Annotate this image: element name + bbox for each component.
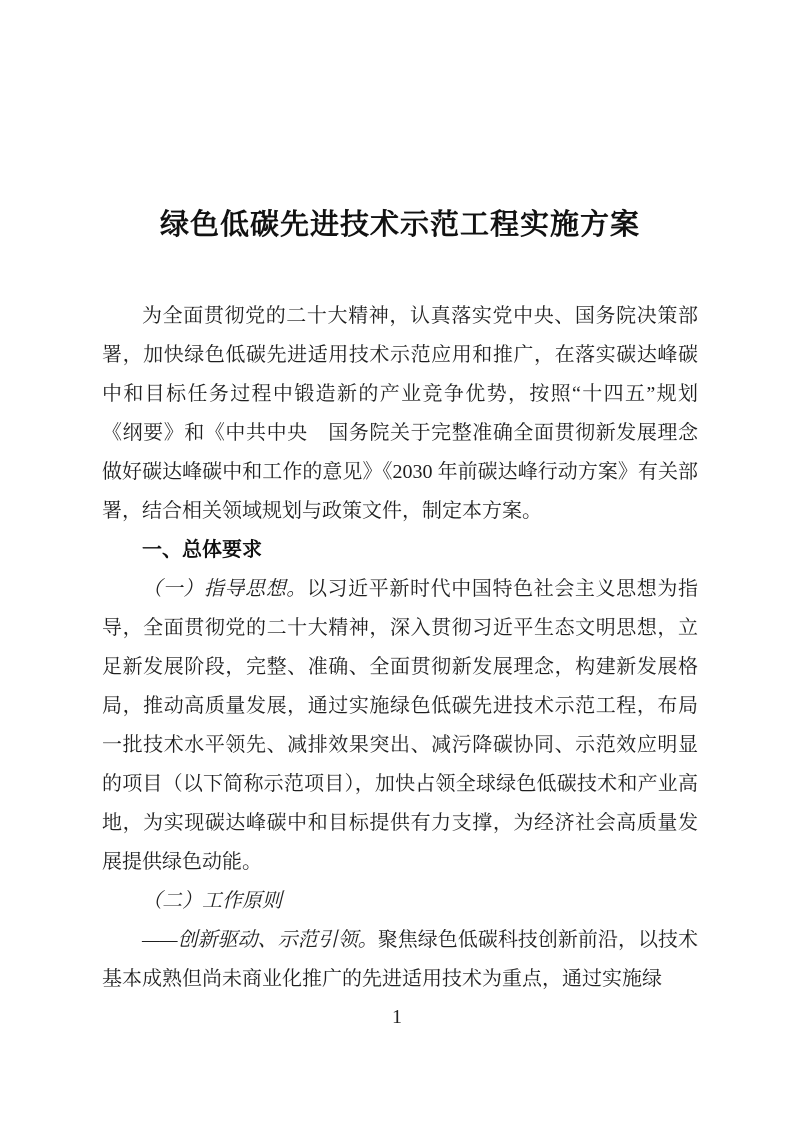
paragraph-guiding-ideology [102, 570, 698, 882]
page-number: 1 [392, 1006, 402, 1028]
paragraph-intro: 为全面贯彻党的二十大精神，认真落实党中央、国务院决策部署，加快绿色低碳先进适用技术示范应用和推广，在落实碳达峰碳中和目标任务过程中锻造新的产业竞争优势，按照“十四五”规划《纲要》和《中共中央 国务院关于完整准确全面贯彻新发展理念做好碳达峰碳中和工作的意见》《2030 年前碳达峰行动方案》有关部署，结合相关领域规划与政策文件，制定本方案。 [102, 305, 698, 522]
document-content [102, 205, 698, 999]
paragraph-body-guiding-ideology: 以习近平新时代中国特色社会主义思想为指导，全面贯彻党的二十大精神，深入贯彻习近平生态文明思想，立足新发展阶段，完整、准确、全面贯彻新发展理念，构建新发展格局，推动高质量发展，通过实施绿色低碳先进技术示范工程，布局一批技术水平领先、减排效果突出、减污降碳协同、示范效应明显的项目（以下简称示范项目），加快占领全球绿色低碳技术和产业高地，为实现碳达峰碳中和目标提供有力支撑，为经济社会高质量发展提供绿色动能。 [102, 578, 699, 873]
paragraph-lead-innovation-driven: ——创新驱动、示范引领。 [142, 929, 378, 951]
section-heading-overall-requirements: 一、总体要求 [142, 539, 262, 561]
paragraph-innovation-driven [102, 921, 698, 999]
subsection-heading-work-principles: （二）工作原则 [142, 890, 282, 912]
paragraph-body-innovation-driven: 聚焦绿色低碳科技创新前沿，以技术基本成熟但尚未商业化推广的先进适用技术为重点，通过实施绿 [102, 929, 698, 990]
document-title: 绿色低碳先进技术示范工程实施方案 [159, 209, 640, 241]
paragraph-lead-guiding-ideology: （一）指导思想。 [142, 578, 307, 600]
